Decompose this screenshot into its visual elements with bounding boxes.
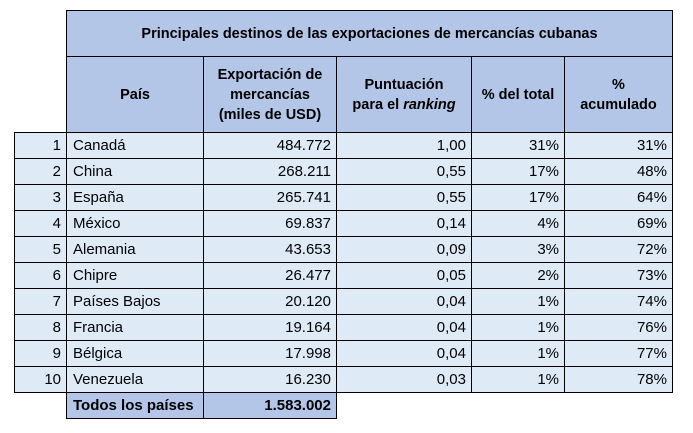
table-row: [15, 211, 673, 237]
acum-cell: 78%: [565, 367, 673, 393]
acum-cell: 69%: [565, 211, 673, 237]
score-cell: 0,04: [337, 289, 472, 315]
table-row: [15, 289, 673, 315]
header-export-line2: mercancías: [230, 86, 310, 103]
export-cell: 17.998: [204, 341, 337, 367]
export-cell: 16.230: [204, 367, 337, 393]
header-pais: País: [67, 57, 204, 133]
country-cell: Países Bajos: [67, 289, 204, 315]
country-cell: España: [67, 185, 204, 211]
score-cell: 0,55: [337, 185, 472, 211]
export-cell: 484.772: [204, 133, 337, 159]
export-cell: 20.120: [204, 289, 337, 315]
acum-cell: 77%: [565, 341, 673, 367]
corner-blank-2: [15, 57, 67, 133]
acum-cell: 74%: [565, 289, 673, 315]
header-export-line3: (miles de USD): [218, 106, 322, 123]
exports-table: [14, 10, 673, 419]
export-cell: 69.837: [204, 211, 337, 237]
pct-cell: 31%: [472, 133, 565, 159]
pct-cell: 1%: [472, 315, 565, 341]
score-cell: 0,09: [337, 237, 472, 263]
acum-cell: 31%: [565, 133, 673, 159]
rank-cell: 10: [15, 367, 67, 393]
acum-cell: 76%: [565, 315, 673, 341]
score-cell: 0,05: [337, 263, 472, 289]
header-export: [204, 57, 337, 133]
header-puntuacion: [337, 57, 472, 133]
header-punt-italic: ranking: [403, 96, 456, 113]
country-cell: Francia: [67, 315, 204, 341]
table-row: [15, 263, 673, 289]
header-punt-line1: Puntuación: [364, 76, 444, 93]
country-cell: Venezuela: [67, 367, 204, 393]
score-cell: 0,04: [337, 315, 472, 341]
country-cell: Chipre: [67, 263, 204, 289]
table-body: [15, 133, 673, 393]
country-cell: Bélgica: [67, 341, 204, 367]
rank-cell: 2: [15, 159, 67, 185]
footer-blank: [15, 393, 67, 419]
rank-cell: 1: [15, 133, 67, 159]
header-acumulado: [565, 57, 673, 133]
pct-cell: 1%: [472, 341, 565, 367]
score-cell: 0,04: [337, 341, 472, 367]
country-cell: China: [67, 159, 204, 185]
table-row: [15, 367, 673, 393]
score-cell: 0,55: [337, 159, 472, 185]
rank-cell: 8: [15, 315, 67, 341]
table-row: [15, 341, 673, 367]
footer-blank-2: [337, 393, 472, 419]
total-label: Todos los países: [67, 393, 204, 419]
score-cell: 1,00: [337, 133, 472, 159]
header-export-line1: Exportación de: [217, 66, 323, 83]
rank-cell: 9: [15, 341, 67, 367]
table-row: [15, 159, 673, 185]
export-cell: 268.211: [204, 159, 337, 185]
rank-cell: 4: [15, 211, 67, 237]
export-cell: 43.653: [204, 237, 337, 263]
table-row: [15, 315, 673, 341]
corner-blank: [15, 11, 67, 57]
footer-blank-3: [472, 393, 565, 419]
rank-cell: 5: [15, 237, 67, 263]
pct-cell: 1%: [472, 367, 565, 393]
acum-cell: 73%: [565, 263, 673, 289]
table-row: [15, 237, 673, 263]
pct-cell: 2%: [472, 263, 565, 289]
header-punt-prefix: para el: [352, 96, 404, 113]
pct-cell: 17%: [472, 159, 565, 185]
acum-cell: 64%: [565, 185, 673, 211]
footer-blank-4: [565, 393, 673, 419]
header-acum-line1: %: [612, 76, 625, 93]
export-cell: 26.477: [204, 263, 337, 289]
rank-cell: 7: [15, 289, 67, 315]
table-row: [15, 133, 673, 159]
score-cell: 0,03: [337, 367, 472, 393]
total-value: 1.583.002: [204, 393, 337, 419]
country-cell: México: [67, 211, 204, 237]
rank-cell: 6: [15, 263, 67, 289]
export-cell: 265.741: [204, 185, 337, 211]
acum-cell: 72%: [565, 237, 673, 263]
country-cell: Alemania: [67, 237, 204, 263]
table-row: [15, 185, 673, 211]
pct-cell: 17%: [472, 185, 565, 211]
pct-cell: 1%: [472, 289, 565, 315]
header-acum-line2: acumulado: [580, 96, 657, 113]
header-pct: % del total: [472, 57, 565, 133]
country-cell: Canadá: [67, 133, 204, 159]
pct-cell: 4%: [472, 211, 565, 237]
pct-cell: 3%: [472, 237, 565, 263]
rank-cell: 3: [15, 185, 67, 211]
acum-cell: 48%: [565, 159, 673, 185]
score-cell: 0,14: [337, 211, 472, 237]
table-title: Principales destinos de las exportaciones de mercancías cubanas: [67, 11, 673, 57]
export-cell: 19.164: [204, 315, 337, 341]
